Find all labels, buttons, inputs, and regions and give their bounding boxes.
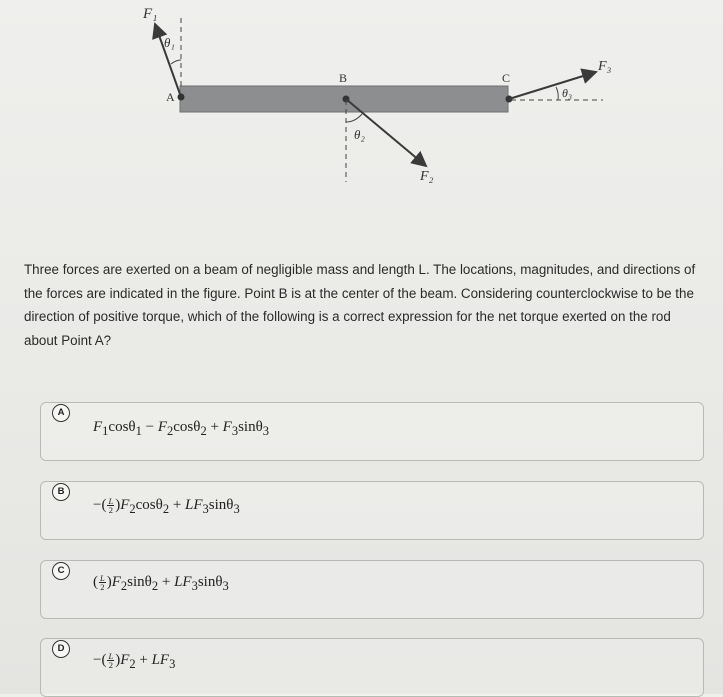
option-b-fraction-denominator: 2: [108, 505, 113, 516]
option-d-formula: −( $\frac{L}{2}$ )$F_2 + LF_3$: [93, 651, 176, 671]
point-a-dot: [178, 94, 185, 101]
option-d-part: F: [120, 652, 130, 668]
option-a-sub: 2: [200, 424, 207, 438]
f1-label: F₁: [143, 6, 158, 22]
option-a-part: cosθ: [108, 419, 136, 435]
option-c-formula: ( $\frac{L}{2}$ )$F_2\sin\theta_2 + LF_3\sin\theta_3$: [93, 573, 229, 593]
f3-arrow: [509, 72, 596, 99]
question-paragraph: Three forces are exerted on a beam of negligible mass and length L. The locations, magnitudes, and directions of the forces are indicated in the figure. Point B is at the center of the beam. Considering counterclockwise to be the direction of positive torque, which of the following is a correct expression for the net torque exerted on the rod about Point A?: [24, 262, 696, 348]
option-d-part: −: [93, 652, 102, 668]
option-b-formula: −( $\frac{L}{2}$ )$F_2\cos\theta_2 + LF_3\sin\theta_3$: [93, 496, 240, 516]
option-b-sub: 2: [129, 502, 136, 516]
option-b-part: LF: [185, 497, 203, 513]
option-a-formula: [93, 419, 269, 439]
option-b-part: +: [169, 497, 186, 513]
option-a-part: cosθ: [173, 419, 201, 435]
option-a-sub: 2: [167, 424, 174, 438]
question-text: [24, 258, 704, 352]
beam-figure: [0, 0, 723, 240]
theta1-arc: [171, 60, 181, 64]
option-d-part: LF: [151, 652, 170, 668]
option-c-part: sinθ: [127, 574, 152, 590]
option-c-fraction: [99, 574, 106, 591]
f2-label: F₂: [420, 169, 434, 184]
theta2-arc: [346, 114, 362, 122]
theta3-label: θ₃: [562, 86, 573, 100]
option-c-fraction-numerator: L: [100, 573, 105, 584]
option-b-sub: 2: [162, 502, 170, 516]
option-b-part: −: [93, 497, 102, 513]
option-a-part: F: [93, 419, 103, 435]
option-b-part: cosθ: [135, 497, 163, 513]
option-d-fraction-numerator: L: [108, 651, 114, 662]
option-a-part: −: [141, 419, 158, 435]
theta1-label: θ₁: [164, 35, 175, 50]
option-c-fraction-denominator: 2: [100, 582, 105, 593]
option-c-part: LF: [174, 574, 192, 590]
option-c-letter-badge[interactable]: C: [52, 562, 70, 580]
option-b-part: sinθ: [208, 497, 234, 513]
option-a-part: +: [206, 419, 223, 435]
option-c-sub: 2: [120, 579, 128, 593]
option-b-fraction-numerator: L: [108, 496, 114, 507]
option-d-sub: 3: [169, 657, 176, 671]
option-c-part: F: [111, 574, 121, 590]
option-a-sub: 1: [135, 424, 142, 438]
option-b-part: F: [120, 497, 130, 513]
theta3-arc: [556, 87, 558, 100]
option-d-fraction: [107, 652, 114, 669]
theta2-label: θ₂: [354, 127, 365, 142]
option-c-sub: 3: [222, 579, 229, 593]
option-d-part: +: [135, 652, 152, 668]
option-c-part: +: [158, 574, 175, 590]
option-b-sub: 3: [202, 502, 209, 516]
option-a-sub: 1: [102, 424, 109, 438]
option-d-fraction-denominator: 2: [108, 660, 113, 671]
f3-label: F₃: [598, 59, 612, 74]
option-c-sub: 2: [151, 579, 159, 593]
option-a-part: sinθ: [238, 419, 263, 435]
option-c-sub: 3: [191, 579, 198, 593]
point-b-label: B: [339, 71, 348, 85]
option-b-letter-badge[interactable]: B: [52, 483, 70, 501]
option-a-part: F: [222, 419, 232, 435]
option-b-sub: 3: [233, 502, 240, 516]
option-a-sub: 3: [262, 424, 270, 438]
point-a-label: A: [166, 90, 175, 104]
option-a-letter-badge[interactable]: A: [52, 404, 70, 422]
option-a-sub: 3: [231, 424, 239, 438]
option-c-part: sinθ: [197, 574, 223, 590]
option-d-sub: 2: [129, 657, 136, 671]
point-c-label: C: [502, 71, 511, 85]
option-b-fraction: [107, 497, 114, 514]
option-a-part: F: [157, 419, 167, 435]
option-d-letter-badge[interactable]: D: [52, 640, 70, 658]
